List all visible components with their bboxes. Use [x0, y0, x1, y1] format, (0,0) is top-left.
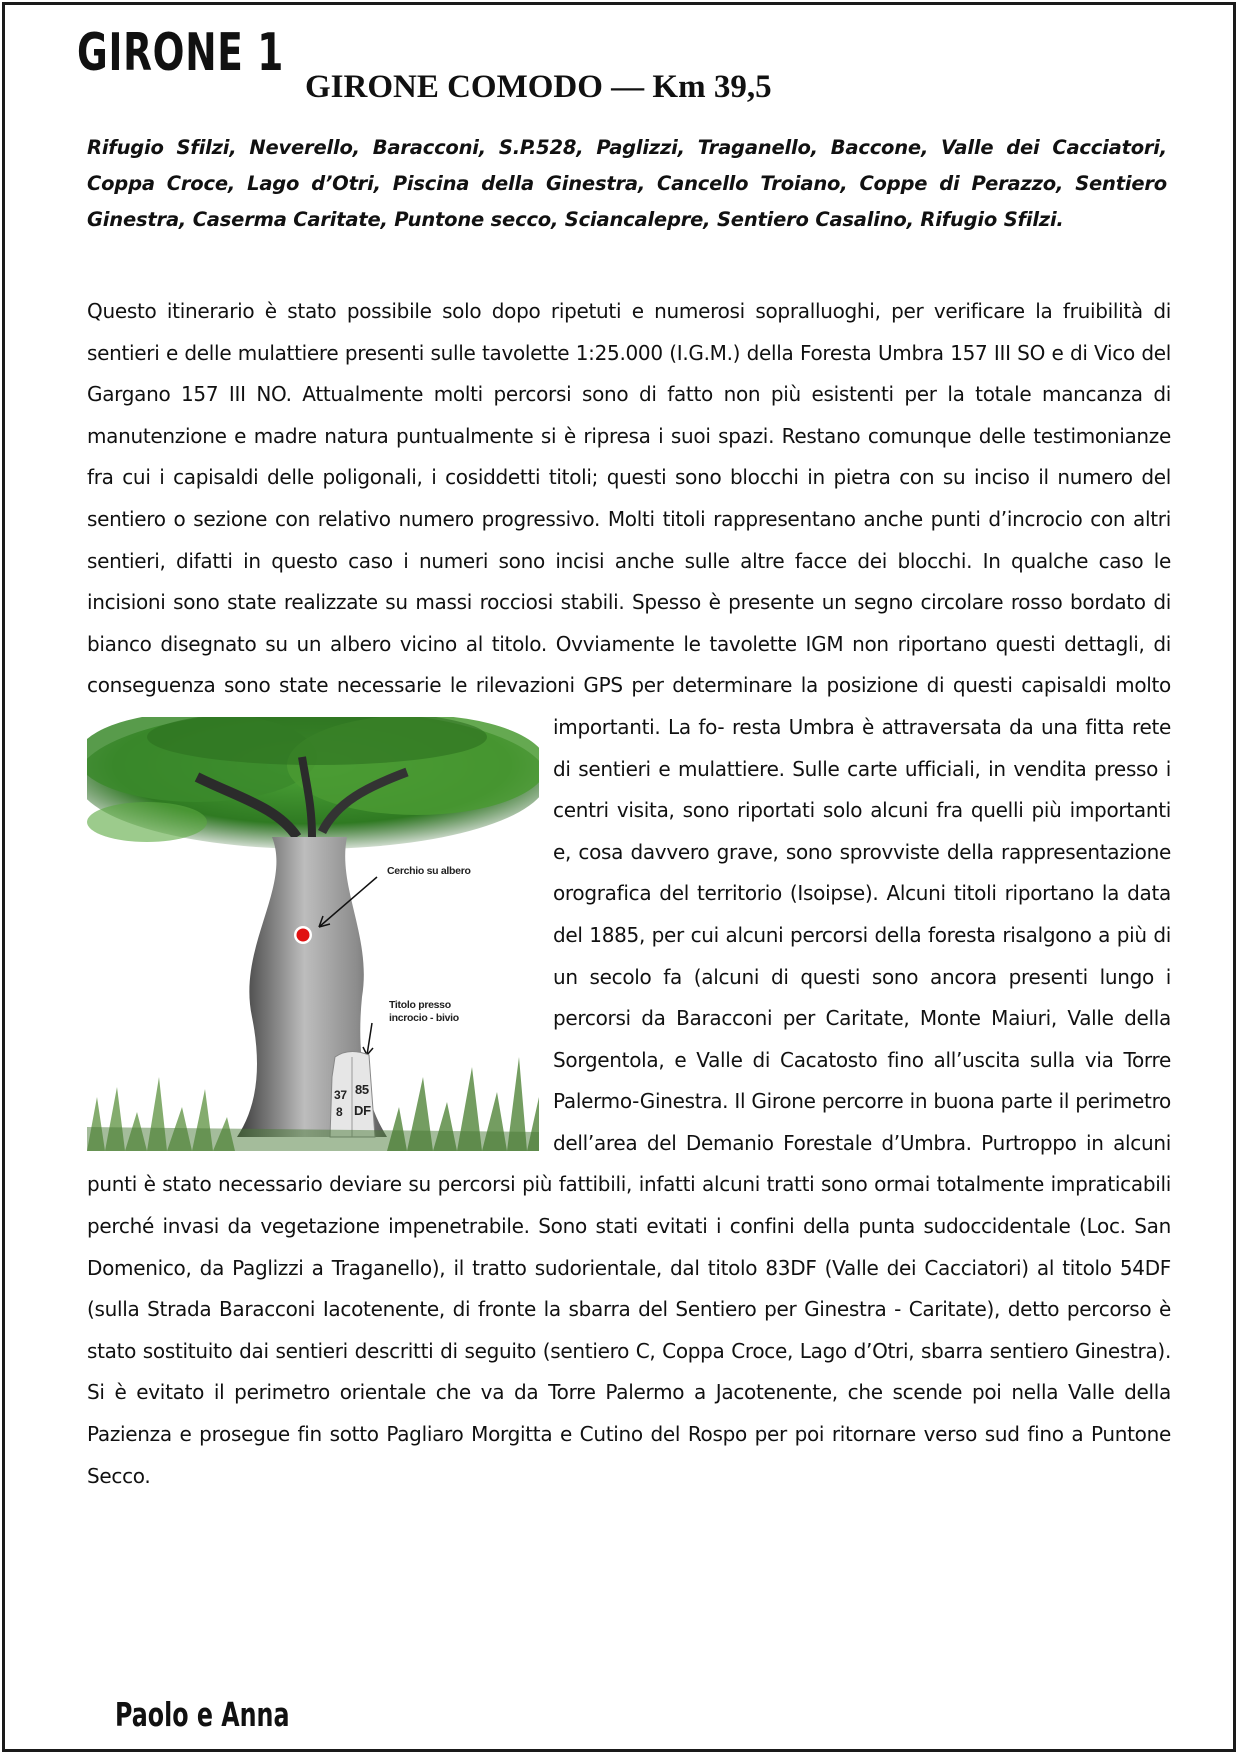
tree-illustration [87, 717, 539, 1151]
body-paragraph-top: Questo itinerario è stato possibile solo dopo ripetuti e numerosi sopralluoghi, per verificare la fruibilità di sentieri e delle mulattiere presenti sulle tavolette 1:25.000 (I.G.M.) della Foresta Umbra 157 III SO e di Vico del Gargano 157 III NO. Attualmente molti percorsi sono di fatto non più esistenti per la totale mancanza di manutenzione e madre natura puntualmente si è ripresa i suoi spazi. Restano comunque delle testimonianze fra cui i capisaldi delle poligonali, i cosiddetti titoli; questi sono blocchi in pietra con su inciso il numero del sentiero o sezione con relativo numero progressivo. Molti titoli rappresentano anche punti d’incrocio con altri sentieri, difatti in questo caso i numeri sono incisi anche sulle altre facce dei blocchi. In qualche caso le incisioni sono state realizzate su massi rocciosi stabili. Spesso è presente un segno circolare rosso bordato di bianco disegnato su un albero vicino al titolo. Ovviamente le tavolette IGM non riportano questi dettagli, di conseguenza sono state necessarie le rilevazioni GPS per determinare la posizione di questi capisaldi molto importanti. La fo- [87, 299, 1171, 739]
label-marker-line2: incrocio - bivio [389, 1011, 459, 1024]
section-title: GIRONE 1 [77, 23, 285, 83]
body-text [87, 291, 1171, 1497]
route-stops: Rifugio Sfilzi, Neverello, Baracconi, S.P.528, Paglizzi, Traganello, Baccone, Valle dei Cacciatori, Coppa Croce, Lago d’Otri, Piscina della Ginestra, Cancello Troiano, Coppe di Perazzo, Sentiero Ginestra, Caserma Caritate, Puntone secco, Sciancalepre, Sentiero Casalino, Rifugio Sfilzi. [87, 136, 1167, 231]
tree-figure-wrapper [87, 707, 547, 1151]
document-title: GIRONE COMODO — Km 39,5 [305, 69, 772, 105]
tree-drawing [87, 717, 539, 1151]
label-circle-on-tree: Cerchio su albero [387, 864, 471, 877]
stone-number-right-top: 85 [355, 1081, 369, 1097]
stone-number-right-bottom: DF [354, 1102, 371, 1118]
label-marker-line1: Titolo presso [389, 998, 451, 1011]
body-paragraph-continued: resta Umbra è attraversata da una fitta rete di sentieri e mulattiere. Sulle carte ufficiali, in vendita presso i centri visita, sono riportati solo alcuni fra quelli più importanti e, cosa davvero grave, sono sprovviste della rappresentazione orografica del territorio (Isoipse). Alcuni titoli riportano la data del 1885, per cui alcuni percorsi della foresta risalgono a più di un secolo fa (alcuni di questi sono ancora presenti lungo i percorsi da Baracconi per Caritate, Monte Maiuri, Valle della Sorgentola, e Valle di Cacatosto fino all’uscita sulla via Torre Palermo-Ginestra. Il Girone percorre in buona parte il perimetro dell’area del Demanio Forestale d’Umbra. Purtroppo in alcuni punti è stato necessario deviare su percorsi più fattibili, infatti alcuni tratti sono ormai totalmente impraticabili perché invasi da vegetazione impenetrabile. Sono stati evitati i confini della punta sudoccidentale (Loc. San Domenico, da Paglizzi a Traganello), il tratto sudorientale, dal titolo 83DF (Valle dei Cacciatori) al titolo 54DF (sulla Strada Baracconi Iacotenente, di fronte la sbarra del Sentiero per Ginestra - Caritate), detto percorso è stato sostituito dai sentieri descritti di seguito (sentiero C, Coppa Croce, Lago d’Otri, sbarra sentiero Ginestra). Si è evitato il perimetro orientale che va da Torre Palermo a Jacotenente, che scende poi nella Valle della Pazienza e prosegue fin sotto Pagliaro Morgitta e Cutino del Rospo per poi ritornare verso sud fino a Puntone Secco. [87, 714, 1171, 1488]
author-signature: Paolo e Anna [115, 1695, 290, 1734]
stone-number-left-top: 37 [334, 1087, 347, 1102]
page-frame [2, 2, 1236, 1752]
stone-number-left-bottom: 8 [336, 1104, 343, 1119]
